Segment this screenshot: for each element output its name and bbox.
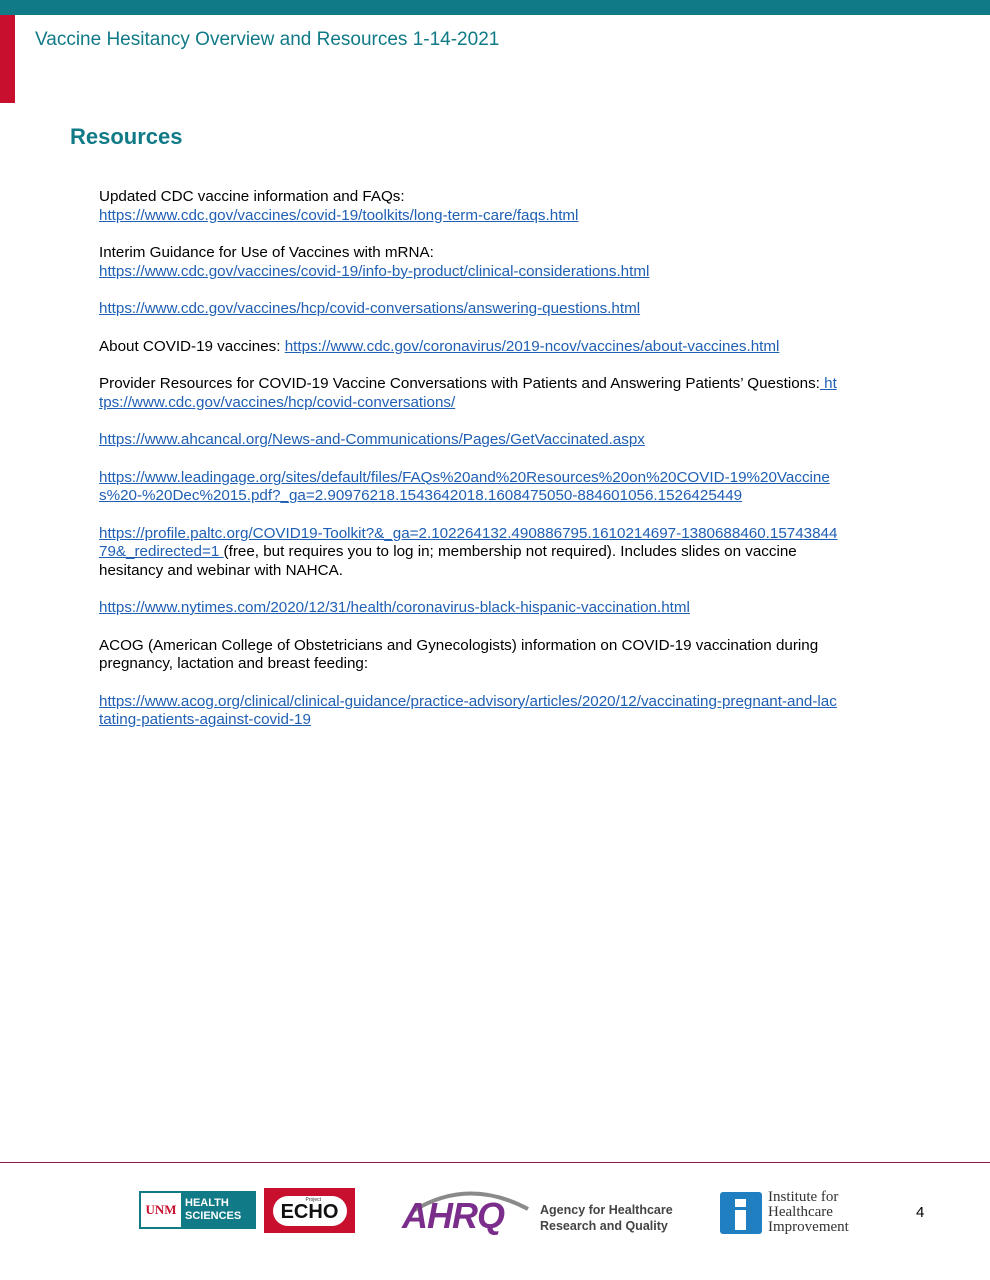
- unm-logo-text: HEALTH SCIENCES: [181, 1193, 254, 1227]
- section-heading: Resources: [70, 124, 183, 149]
- unm-mark-icon: UNM: [145, 1202, 177, 1217]
- ihi-line2: Healthcare: [768, 1204, 833, 1220]
- resource-label: Interim Guidance for Use of Vaccines with mRNA:: [99, 244, 434, 261]
- resource-link[interactable]: https://www.leadingage.org/sites/default/files/FAQs%20and%20Resources%20on%20COVID-19%20Vaccines%20-%20Dec%2015.pdf?_ga=2.90976218.1543642018.1608475050-884601056.1526425449: [99, 468, 830, 504]
- ihi-line1: Institute for: [768, 1189, 839, 1205]
- ihi-i-icon: [720, 1192, 762, 1234]
- resource-link[interactable]: https://www.cdc.gov/vaccines/hcp/covid-conversations/: [99, 375, 837, 411]
- ahrq-wordmark: AHRQ: [402, 1195, 504, 1236]
- resource-cdc-faqs: [99, 188, 839, 225]
- resource-ahcancal: [99, 431, 839, 450]
- resource-mrna-guidance: [99, 244, 839, 281]
- resource-link[interactable]: https://www.ahcancal.org/News-and-Communications/Pages/GetVaccinated.aspx: [99, 431, 645, 448]
- resource-link[interactable]: https://www.nytimes.com/2020/12/31/health/coronavirus-black-hispanic-vaccination.html: [99, 599, 690, 616]
- resource-paltc: [99, 525, 839, 581]
- document-title: Vaccine Hesitancy Overview and Resources 1-14-2021: [35, 29, 500, 50]
- resource-link[interactable]: https://www.cdc.gov/coronavirus/2019-ncov/vaccines/about-vaccines.html: [284, 337, 780, 355]
- ihi-line3: Improvement: [768, 1219, 849, 1235]
- ahrq-tagline-line2: Research and Quality: [540, 1219, 668, 1233]
- ihi-logo: [720, 1190, 860, 1236]
- ahrq-tagline-line1: Agency for Healthcare: [540, 1203, 673, 1217]
- ahrq-tagline: [540, 1202, 673, 1234]
- resource-link[interactable]: https://www.cdc.gov/vaccines/covid-19/info-by-product/clinical-considerations.html: [99, 262, 650, 280]
- resource-label: About COVID-19 vaccines:: [99, 337, 281, 355]
- echo-text: ECHO: [280, 1201, 339, 1223]
- ihi-text: [768, 1190, 849, 1235]
- page-number: 4: [916, 1204, 925, 1221]
- resource-acog-link: [99, 693, 839, 730]
- resource-link[interactable]: https://www.cdc.gov/vaccines/covid-19/toolkits/long-term-care/faqs.html: [99, 206, 579, 224]
- echo-badge: [273, 1196, 347, 1226]
- project-echo-logo: [264, 1188, 355, 1233]
- resource-acog-label: [99, 637, 839, 674]
- header-top-bar: [0, 0, 990, 15]
- header-accent-bar: [0, 15, 15, 103]
- resource-label: Updated CDC vaccine information and FAQs:: [99, 188, 405, 205]
- resource-link[interactable]: https://www.acog.org/clinical/clinical-guidance/practice-advisory/articles/2020/12/vaccinating-pregnant-and-lactating-patients-against-covid-19: [99, 692, 837, 728]
- resource-link[interactable]: https://profile.paltc.org/COVID19-Toolkit?&_ga=2.102264132.490886795.1610214697-1380688460.1574384479&_redirected=1: [99, 524, 838, 560]
- resource-label: ACOG (American College of Obstetricians and Gynecologists) information on COVID-19 vaccination during pregnancy, lactation and breast feeding:: [99, 636, 819, 672]
- unm-health-sciences-logo: [139, 1191, 256, 1229]
- resource-note: (free, but requires you to log in; membership not required). Includes slides on vaccine hesitancy and webinar with NAHCA.: [99, 543, 797, 579]
- resource-about-vaccines: [99, 338, 839, 357]
- footer-divider: [0, 1162, 990, 1163]
- resource-nytimes: [99, 599, 839, 618]
- resource-leadingage: [99, 469, 839, 506]
- ahrq-logo: [400, 1183, 690, 1238]
- resource-answering-questions: [99, 300, 839, 319]
- resource-label: Provider Resources for COVID-19 Vaccine Conversations with Patients and Answering Patients’ Questions:: [99, 375, 820, 392]
- resource-provider-conversations: [99, 375, 839, 412]
- resources-list: [99, 188, 839, 749]
- resource-link[interactable]: https://www.cdc.gov/vaccines/hcp/covid-conversations/answering-questions.html: [99, 300, 641, 317]
- echo-small-text: Project: [305, 1196, 322, 1203]
